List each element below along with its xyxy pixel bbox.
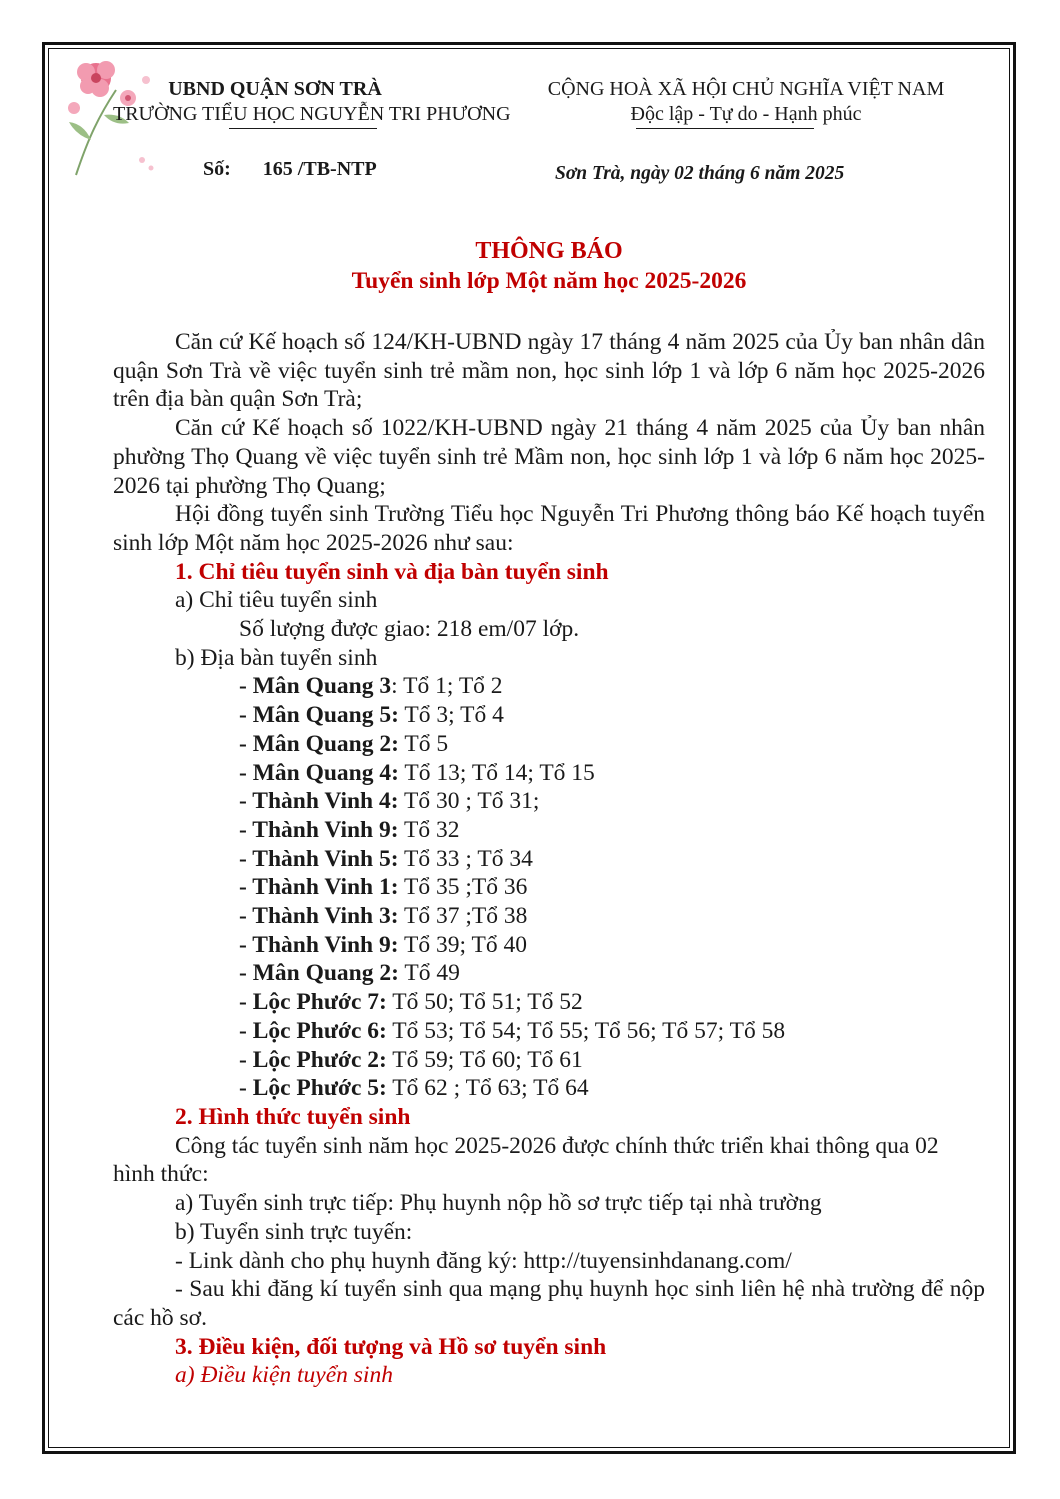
area-name: - Thành Vinh 9: — [239, 931, 399, 958]
area-groups: Tổ 62 ; Tổ 63; Tổ 64 — [386, 1075, 589, 1102]
area-groups: Tổ 50; Tổ 51; Tổ 52 — [386, 989, 583, 1016]
area-list — [113, 672, 985, 1103]
area-name: - Lộc Phước 7: — [239, 989, 387, 1016]
doc-number-value: 165 /TB-NTP — [262, 158, 377, 180]
doc-title: THÔNG BÁO — [475, 238, 623, 264]
section-1-heading: 1. Chỉ tiêu tuyển sinh và địa bàn tuyển sinh — [175, 558, 609, 585]
area-item — [113, 672, 985, 701]
area-groups: Tổ 49 — [398, 960, 460, 987]
area-name: - Lộc Phước 2: — [239, 1046, 387, 1073]
area-item — [113, 787, 985, 816]
area-item — [113, 845, 985, 874]
area-name: - Thành Vinh 5: — [239, 845, 399, 872]
after-registration-note: - Sau khi đăng kí tuyển sinh qua mạng phụ huynh học sinh liên hệ nhà trường để nộp các hồ sơ. — [113, 1276, 985, 1331]
area-name: - Mân Quang 2: — [239, 960, 399, 987]
nation-name: CỘNG HOÀ XÃ HỘI CHỦ NGHĨA VIỆT NAM — [547, 78, 945, 100]
area-name: - Thành Vinh 9: — [239, 816, 399, 843]
area-label: b) Địa bàn tuyển sinh — [175, 644, 378, 671]
area-item — [113, 1074, 985, 1103]
area-name: - Mân Quang 2: — [239, 730, 399, 757]
area-item — [113, 959, 985, 988]
area-groups: Tổ 35 ;Tổ 36 — [398, 874, 528, 901]
area-item — [113, 1046, 985, 1075]
section-3-heading: 3. Điều kiện, đối tượng và Hồ sơ tuyển sinh — [175, 1333, 607, 1360]
intro-paragraph-2: Căn cứ Kế hoạch số 1022/KH-UBND ngày 21 tháng 4 năm 2025 của Ủy ban nhân phường Thọ Quang về việc tuyển sinh trẻ Mầm non, học sinh lớp 1 và lớp 6 năm học 2025-2026 tại phường Thọ Quang; — [113, 415, 985, 499]
quota-value: Số lượng được giao: 218 em/07 lớp. — [239, 616, 580, 643]
document-body — [113, 328, 985, 1390]
area-name: - Lộc Phước 5: — [239, 1075, 387, 1102]
quota-label: a) Chỉ tiêu tuyển sinh — [175, 587, 378, 614]
area-item — [113, 816, 985, 845]
area-item — [113, 1017, 985, 1046]
section-3a-heading: a) Điều kiện tuyển sinh — [175, 1362, 393, 1389]
area-name: - Thành Vinh 1: — [239, 874, 399, 901]
school-name-text: TRƯỜNG TIỂU HỌC NGUYỄN TRI PHƯƠNG — [113, 103, 511, 125]
area-name: - Mân Quang 5: — [239, 702, 399, 729]
area-groups: Tổ 13; Tổ 14; Tổ 15 — [398, 759, 595, 786]
area-groups: Tổ 32 — [398, 816, 460, 843]
school-underline — [229, 128, 377, 129]
doc-number-label: Số: — [203, 158, 231, 180]
registration-link: - Link dành cho phụ huynh đăng ký: http://tuyensinhdanang.com/ — [175, 1247, 792, 1274]
area-item — [113, 759, 985, 788]
doc-subtitle: Tuyển sinh lớp Một năm học 2025-2026 — [351, 268, 747, 294]
area-name: - Thành Vinh 4: — [239, 788, 399, 815]
section-2-paragraph: Công tác tuyển sinh năm học 2025-2026 được chính thức triển khai thông qua 02 hình thức: — [113, 1132, 939, 1188]
agency-name: UBND QUẬN SƠN TRÀ — [168, 78, 382, 100]
area-item — [113, 701, 985, 730]
area-item — [113, 988, 985, 1017]
area-item — [113, 931, 985, 960]
area-groups: Tổ 37 ;Tổ 38 — [398, 903, 528, 930]
school-name — [113, 103, 511, 126]
area-groups: Tổ 33 ; Tổ 34 — [398, 845, 533, 872]
place-date: Sơn Trà, ngày 02 tháng 6 năm 2025 — [555, 163, 845, 184]
area-groups: Tổ 53; Tổ 54; Tổ 55; Tổ 56; Tổ 57; Tổ 58 — [386, 1017, 786, 1044]
area-name: - Mân Quang 3 — [239, 673, 392, 700]
area-groups: Tổ 59; Tổ 60; Tổ 61 — [386, 1046, 583, 1073]
doc-number — [203, 158, 377, 181]
direct-enrollment: a) Tuyển sinh trực tiếp: Phụ huynh nộp hồ sơ trực tiếp tại nhà trường — [175, 1190, 822, 1217]
area-name: - Mân Quang 4: — [239, 759, 399, 786]
area-groups: Tổ 3; Tổ 4 — [398, 702, 504, 729]
area-name: - Thành Vinh 3: — [239, 903, 399, 930]
area-groups: Tổ 5 — [398, 730, 449, 757]
area-item — [113, 730, 985, 759]
area-item — [113, 873, 985, 902]
section-2-heading: 2. Hình thức tuyển sinh — [175, 1103, 411, 1130]
area-name: - Lộc Phước 6: — [239, 1017, 387, 1044]
motto: Độc lập - Tự do - Hạnh phúc — [630, 103, 862, 125]
intro-paragraph-3: Hội đồng tuyển sinh Trường Tiểu học Nguyễn Tri Phương thông báo Kế hoạch tuyển sinh lớp Một năm học 2025-2026 như sau: — [113, 501, 985, 556]
area-item — [113, 902, 985, 931]
online-enrollment: b) Tuyển sinh trực tuyến: — [175, 1218, 413, 1245]
area-groups: : Tổ 1; Tổ 2 — [391, 673, 503, 700]
motto-underline — [636, 128, 814, 129]
area-groups: Tổ 39; Tổ 40 — [398, 931, 527, 958]
area-groups: Tổ 30 ; Tổ 31; — [398, 788, 540, 815]
intro-paragraph-1: Căn cứ Kế hoạch số 124/KH-UBND ngày 17 tháng 4 năm 2025 của Ủy ban nhân dân quận Sơn Trà về việc tuyển sinh trẻ mầm non, học sinh lớp 1 và lớp 6 năm học 2025-2026 trên địa bàn quận Sơn Trà; — [113, 329, 985, 413]
